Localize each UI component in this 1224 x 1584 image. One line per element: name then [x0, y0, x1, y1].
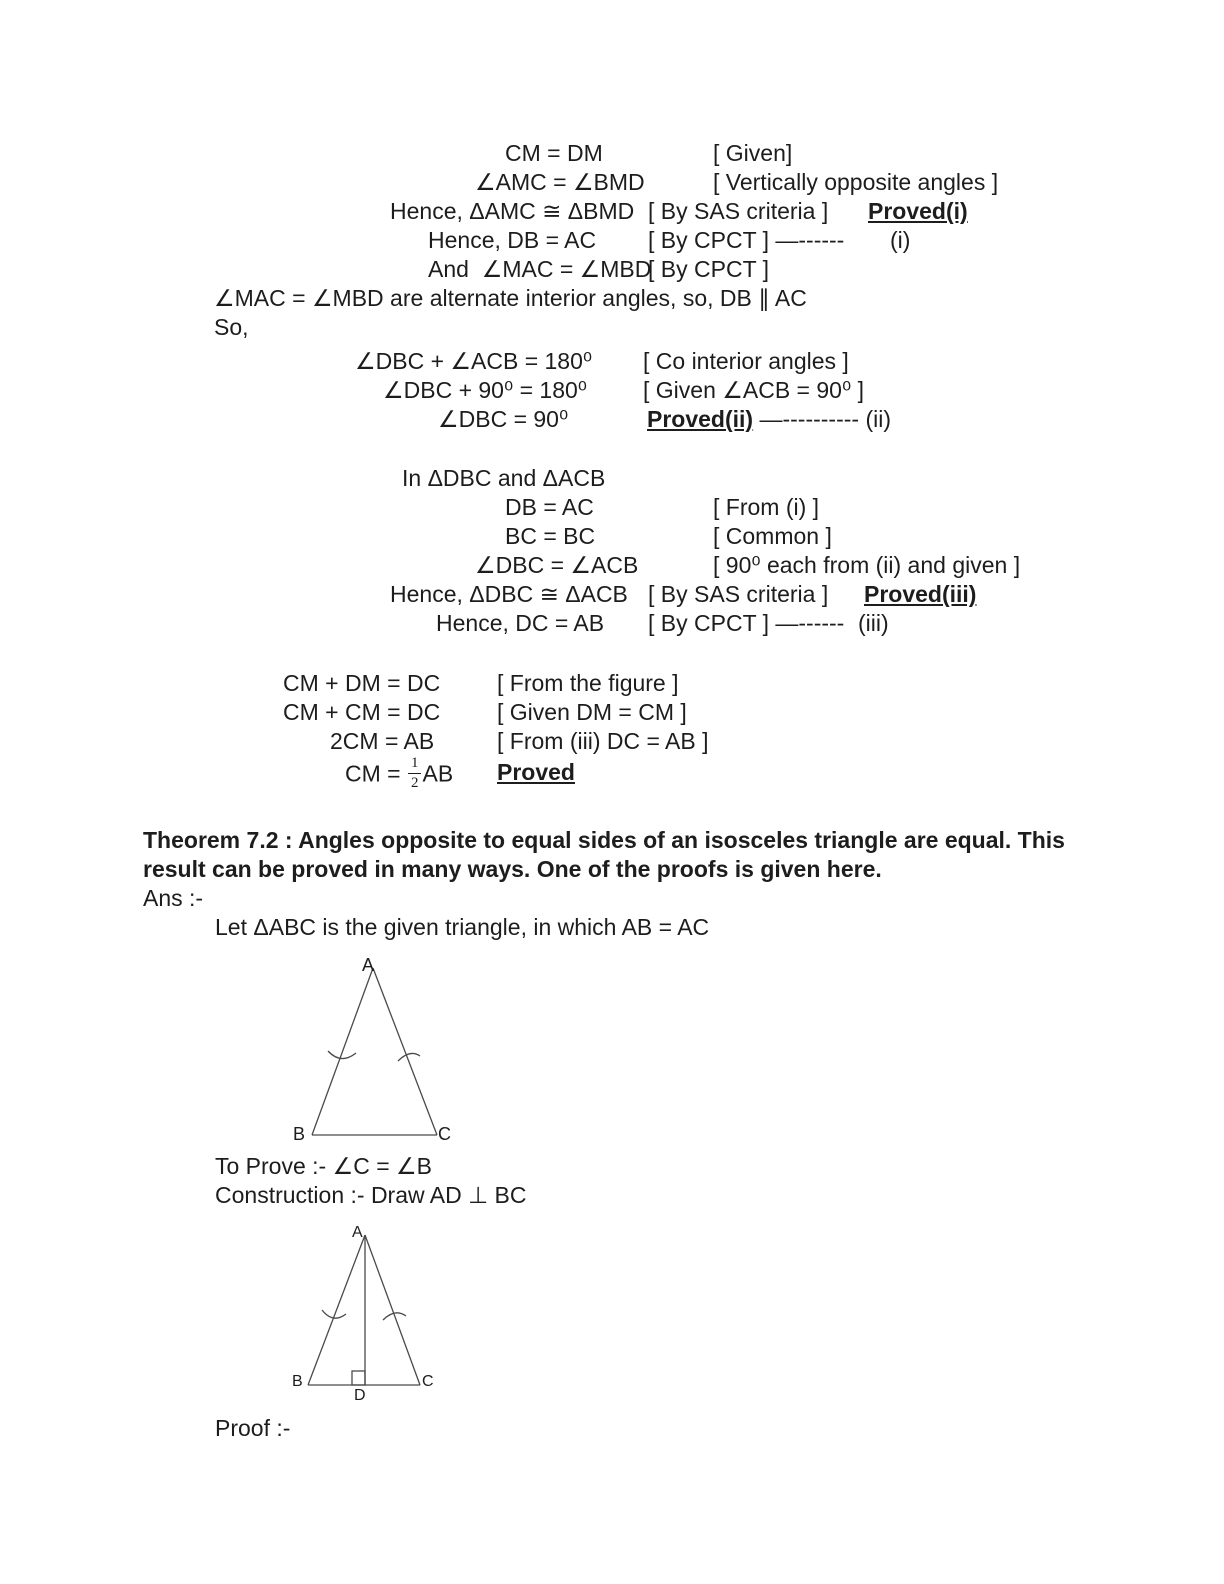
proof-reason: [ Vertically opposite angles ] — [713, 169, 999, 195]
vertex-label-c: C — [422, 1373, 434, 1390]
side-ac — [365, 1235, 420, 1385]
proof-reason: [ By SAS criteria ] — [648, 581, 829, 607]
equation-prefix: CM = — [345, 760, 407, 787]
equation-suffix: AB — [422, 760, 454, 787]
proved-label: Proved(iii) — [864, 581, 977, 607]
step-reference: —---------- (ii) — [753, 406, 891, 432]
proved-label: Proved(ii) — [647, 406, 754, 432]
proof-equation: ∠AMC = ∠BMD — [475, 169, 645, 195]
proof-equation: CM = DM — [505, 140, 603, 166]
theorem-heading-line2: result can be proved in many ways. One of the proofs is given here. — [143, 856, 882, 882]
proof-reason: [ Given DM = CM ] — [497, 699, 687, 725]
proved-label: Proved — [497, 759, 575, 785]
figure-isosceles-triangle-abc — [280, 944, 460, 1144]
proof-reason: [ By CPCT ] —------ — [648, 227, 845, 253]
proof-equation: DB = AC — [505, 494, 594, 520]
proof-reason: [ Common ] — [713, 523, 832, 549]
proof-reason: [ 90⁰ each from (ii) and given ] — [713, 552, 1021, 578]
vertex-label-a: A — [352, 1224, 363, 1241]
proof-equation: Hence, DC = AB — [436, 610, 605, 636]
proof-reason: [ Co interior angles ] — [643, 348, 849, 374]
proof-reason: [ By CPCT ] — [648, 256, 769, 282]
side-ab — [312, 968, 373, 1135]
step-reference: (i) — [890, 227, 911, 253]
step-reference: (iii) — [858, 610, 889, 636]
fraction-numerator: 1 — [408, 756, 422, 774]
proof-reason: [ Given] — [713, 140, 793, 166]
side-ac — [373, 968, 437, 1135]
proof-reason: [ From (i) ] — [713, 494, 820, 520]
proof-equation: Hence, DB = AC — [428, 227, 597, 253]
proof-note: ∠MAC = ∠MBD are alternate interior angles, so, DB ∥ AC — [214, 285, 807, 311]
right-angle-mark — [352, 1371, 365, 1385]
fraction-denominator: 2 — [410, 775, 419, 791]
proof-equation: 2CM = AB — [330, 728, 435, 754]
proof-equation: CM + CM = DC — [283, 699, 441, 725]
tick-mark-ac — [398, 1053, 420, 1061]
proof-reason: [ Given ∠ACB = 90⁰ ] — [643, 377, 864, 403]
proof-connector: So, — [214, 314, 249, 340]
given-statement: Let ΔABC is the given triangle, in which AB = AC — [215, 914, 710, 940]
proof-label: Proof :- — [215, 1415, 291, 1441]
vertex-label-a: A — [362, 955, 375, 975]
construction-statement: Construction :- Draw AD ⊥ BC — [215, 1182, 527, 1208]
vertex-label-c: C — [438, 1124, 451, 1144]
proof-reason: [ By SAS criteria ] — [648, 198, 829, 224]
proved-label: Proved(i) — [868, 198, 968, 224]
answer-label: Ans :- — [143, 885, 204, 911]
proof-reason: [ From the figure ] — [497, 670, 679, 696]
proof-equation: CM + DM = DC — [283, 670, 441, 696]
proof-equation: BC = BC — [505, 523, 596, 549]
final-equation — [345, 755, 454, 793]
proof-equation: ∠DBC = ∠ACB — [475, 552, 639, 578]
figure-triangle-abc-with-altitude-ad — [280, 1212, 455, 1404]
vertex-label-b: B — [293, 1124, 306, 1144]
proof-equation: ∠DBC + 90⁰ = 180⁰ — [383, 377, 588, 403]
vertex-label-b: B — [292, 1373, 303, 1390]
to-prove-statement: To Prove :- ∠C = ∠B — [215, 1153, 432, 1179]
proof-intro: In ΔDBC and ΔACB — [402, 465, 606, 491]
vertex-label-d: D — [354, 1387, 366, 1404]
proof-equation: Hence, ΔDBC ≅ ΔACB — [390, 581, 628, 607]
proved-line — [647, 405, 891, 434]
theorem-heading-line1: Theorem 7.2 : Angles opposite to equal sides of an isosceles triangle are equal. This — [143, 827, 1065, 853]
fraction-one-half — [408, 756, 422, 791]
proof-reason: [ From (iii) DC = AB ] — [497, 728, 709, 754]
side-ab — [308, 1235, 365, 1385]
proof-reason: [ By CPCT ] —------ — [648, 610, 845, 636]
proof-equation: ∠DBC + ∠ACB = 180⁰ — [355, 348, 593, 374]
proof-equation: And ∠MAC = ∠MBD — [428, 256, 652, 282]
proof-equation: Hence, ΔAMC ≅ ΔBMD — [390, 198, 635, 224]
proof-equation: ∠DBC = 90⁰ — [438, 406, 569, 432]
